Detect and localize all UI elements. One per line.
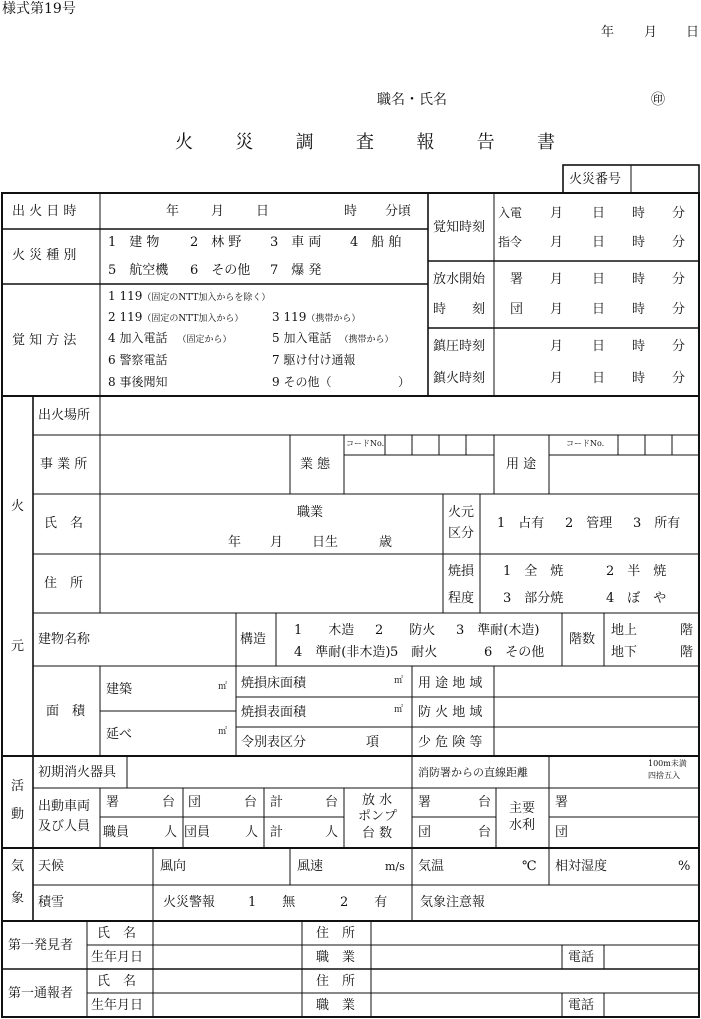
total-persons-label: 計 — [270, 825, 284, 840]
water-source-label-2: 水利 — [509, 818, 536, 833]
hazard-label: 少 危 険 等 — [418, 735, 483, 750]
official-title-name-label: 職名・氏名 — [377, 92, 447, 108]
station-vehicles-label: 署 — [106, 795, 120, 810]
office-label: 事 業 所 — [40, 457, 88, 472]
dispatch-label-2: 及び人員 — [38, 819, 91, 834]
pump-count-label-2: ポンプ — [358, 809, 398, 824]
reporter-address-field[interactable] — [372, 970, 698, 992]
detection-method-label: 覚 知 方 法 — [12, 333, 77, 348]
temperature-label: 気温 — [418, 859, 445, 874]
dispatch-order-label: 指令 — [498, 235, 523, 249]
reporter-birth-label: 生年月日 — [91, 998, 144, 1013]
occurrence-label: 出 火 日 時 — [12, 204, 77, 219]
weather-side-label: 気 — [11, 859, 25, 874]
brigade-vehicles-label: 団 — [188, 795, 202, 810]
time-minute: 分 — [672, 206, 686, 221]
reporter-occupation-label: 職 業 — [316, 998, 356, 1013]
time-day: 日 — [592, 302, 606, 317]
time-hour: 時 — [632, 272, 646, 287]
discoverer-address-label: 住 所 — [316, 926, 356, 941]
brigade-label: 団 — [510, 302, 524, 317]
fire-type-option[interactable]: 3 車 両 — [270, 235, 322, 250]
time-hour: 時 — [632, 235, 646, 250]
origin-category-label: 火元 — [448, 505, 475, 520]
birth-year: 年 — [228, 535, 242, 550]
occupation-label: 職業 — [297, 505, 324, 520]
reporter-phone-label: 電話 — [568, 998, 595, 1013]
fire-number-label: 火災番号 — [569, 172, 622, 187]
ownership-option[interactable]: 3 所有 — [633, 516, 681, 531]
time-month: 月 — [550, 235, 564, 250]
time-day: 日 — [592, 206, 606, 221]
person-unit: 人 — [164, 825, 178, 840]
vehicle-unit: 台 — [244, 795, 258, 810]
sqm-unit: ㎡ — [218, 727, 228, 737]
vehicle-unit: 台 — [478, 795, 492, 810]
birth-month: 月 — [270, 535, 284, 550]
discoverer-birth-label: 生年月日 — [91, 950, 144, 965]
structure-option[interactable]: 3 準耐(木造) — [456, 623, 540, 638]
origin-side-label: 元 — [11, 639, 25, 654]
discoverer-name-field[interactable] — [154, 922, 301, 944]
ordinance-class-label: 令別表区分 — [241, 735, 307, 750]
detection-option-note: （固定のNTT加入からを除く） — [142, 293, 271, 303]
ownership-option[interactable]: 1 占有 — [497, 516, 545, 531]
damage-label: 焼損 — [448, 564, 475, 579]
ownership-option[interactable]: 2 管理 — [565, 516, 613, 531]
title-char: 告 — [476, 132, 495, 153]
time-minute: 分 — [672, 235, 686, 250]
occurrence-month: 月 — [211, 204, 225, 219]
origin-category-label-2: 区分 — [448, 526, 475, 541]
time-month: 月 — [550, 302, 564, 317]
title-char: 書 — [536, 132, 555, 153]
percent-unit: % — [678, 859, 691, 874]
damage-option[interactable]: 2 半 焼 — [606, 564, 667, 579]
discoverer-phone-label: 電話 — [568, 950, 595, 965]
total-vehicles-label: 計 — [270, 795, 284, 810]
discoverer-occupation-label: 職 業 — [316, 950, 356, 965]
age-unit: 歳 — [379, 535, 393, 550]
occurrence-day: 日 — [256, 204, 270, 219]
time-day: 日 — [592, 339, 606, 354]
time-day: 日 — [592, 272, 606, 287]
date-year-unit: 年 — [601, 25, 615, 40]
distance-note-2: 四捨五入 — [648, 771, 680, 780]
pump-count-label-3: 台 数 — [362, 826, 393, 841]
weather-side-label: 象 — [11, 891, 25, 906]
distance-note: 100m未満 — [648, 759, 687, 768]
detection-option-note: （固定から） — [177, 335, 232, 345]
wind-direction-label: 風向 — [160, 859, 187, 874]
time-minute: 分 — [672, 339, 686, 354]
fire-type-option[interactable]: 5 航空機 — [108, 263, 169, 278]
fire-number-field[interactable] — [632, 166, 698, 192]
detection-option[interactable] — [108, 332, 231, 345]
time-hour: 時 — [632, 206, 646, 221]
detection-option[interactable]: 7 駆け付け通報 — [272, 353, 356, 367]
ordinance-item-unit: 項 — [366, 735, 380, 750]
brigade-members-label: 団員 — [184, 825, 211, 840]
page-title — [175, 134, 555, 152]
time-hour: 時 — [632, 371, 646, 386]
vehicle-unit: 台 — [162, 795, 176, 810]
water-brigade-label: 団 — [555, 825, 569, 840]
office-field[interactable] — [101, 436, 289, 493]
fire-alarm-label: 火災警報 — [163, 895, 216, 910]
detection-option[interactable] — [272, 311, 360, 324]
fire-place-field[interactable] — [101, 397, 698, 434]
person-unit: 人 — [325, 825, 339, 840]
first-reporter-label: 第一通報者 — [8, 986, 74, 1001]
time-minute: 分 — [672, 371, 686, 386]
burned-floor-area-label: 焼損床面積 — [241, 676, 307, 691]
damage-label-2: 程度 — [448, 591, 475, 606]
name-label: 氏 名 — [44, 516, 84, 531]
detection-option-other[interactable]: 9 その他（ — [272, 375, 332, 389]
title-char: 災 — [235, 132, 254, 153]
initial-extinguisher-field[interactable] — [128, 757, 411, 787]
occurrence-year: 年 — [166, 204, 180, 219]
structure-label: 構造 — [240, 632, 267, 647]
activity-side-label: 活 — [11, 779, 25, 794]
detection-option-note: （携帯から） — [306, 314, 361, 324]
detection-option-text: 5 加入電話 — [272, 331, 332, 345]
discoverer-name-label: 氏 名 — [97, 926, 137, 941]
structure-option[interactable]: 4 準耐(非木造) — [294, 645, 391, 660]
sqm-unit: ㎡ — [394, 705, 404, 715]
detection-option-text: 3 119 — [272, 310, 307, 324]
structure-option[interactable]: 5 耐火 — [390, 645, 438, 660]
detection-option-other-close: ） — [398, 375, 411, 389]
form-number: 様式第19号 — [2, 1, 76, 17]
building-name-field[interactable] — [101, 614, 235, 665]
occurrence-field[interactable] — [101, 194, 427, 228]
reporter-name-label: 氏 名 — [97, 974, 137, 989]
damage-option[interactable]: 4 ぼ や — [606, 591, 667, 606]
detection-option-text: 4 加入電話 — [108, 331, 168, 345]
structure-option[interactable]: 6 その他 — [484, 645, 545, 660]
station-label: 署 — [510, 272, 524, 287]
water-source-label: 主要 — [509, 801, 536, 816]
occurrence-hour: 時 — [344, 204, 358, 219]
time-month: 月 — [550, 371, 564, 386]
weather-advisory-label: 気象注意報 — [420, 895, 486, 910]
detect-time-label: 覚知時刻 — [433, 220, 486, 235]
time-month: 月 — [550, 206, 564, 221]
water-station-label: 署 — [555, 795, 569, 810]
time-month: 月 — [550, 272, 564, 287]
date-day-unit: 日 — [686, 25, 700, 40]
pump-station-label: 署 — [418, 795, 432, 810]
fire-type-option[interactable]: 6 その他 — [190, 263, 251, 278]
floor-unit: 階 — [680, 623, 694, 638]
time-day: 日 — [592, 371, 606, 386]
floor-unit: 階 — [680, 645, 694, 660]
detection-option-text: 2 119 — [108, 310, 143, 324]
detection-option[interactable]: 6 警察電話 — [108, 353, 168, 367]
sky-label: 天候 — [38, 859, 65, 874]
discharge-start-label: 放水開始 — [433, 272, 486, 287]
suppression-time-label: 鎮圧時刻 — [433, 339, 486, 354]
vehicle-unit: 台 — [478, 825, 492, 840]
total-floor-area-label: 延べ — [106, 727, 133, 742]
zone-use-label: 用 途 地 域 — [418, 676, 483, 691]
discoverer-address-field[interactable] — [372, 922, 698, 944]
wind-speed-unit: m/s — [385, 860, 405, 873]
detection-option[interactable] — [108, 311, 243, 324]
address-label: 住 所 — [44, 576, 84, 591]
celsius-unit: ℃ — [522, 859, 537, 874]
time-hour: 時 — [632, 339, 646, 354]
title-char: 査 — [355, 132, 374, 153]
use-code-label: コードNo. — [566, 439, 605, 448]
structure-option[interactable]: 1 木造 — [294, 623, 355, 638]
detection-option-note: （固定のNTT加入から） — [142, 314, 244, 324]
area-label: 面 積 — [46, 704, 86, 719]
business-code-label: コードNo. — [346, 439, 385, 448]
time-month: 月 — [550, 339, 564, 354]
title-char: 報 — [416, 132, 435, 153]
wind-speed-label: 風速 — [297, 859, 324, 874]
sqm-unit: ㎡ — [394, 676, 404, 686]
discharge-start-label-2: 時 刻 — [433, 302, 486, 317]
address-field[interactable] — [101, 555, 442, 612]
seal-icon: ㊞ — [651, 92, 665, 108]
building-name-label: 建物名称 — [38, 632, 91, 647]
fire-alarm-option[interactable]: 1 無 — [248, 895, 296, 910]
station-distance-label: 消防署からの直線距離 — [418, 766, 528, 779]
title-char: 火 — [175, 132, 193, 153]
fire-type-option[interactable]: 7 爆 発 — [270, 263, 322, 278]
snow-label: 積雪 — [38, 895, 65, 910]
floors-below-label: 地下 — [611, 645, 638, 660]
damage-option[interactable]: 1 全 焼 — [503, 564, 564, 579]
building-area-label: 建築 — [106, 682, 133, 697]
fire-type-option[interactable]: 1 建 物 — [108, 235, 160, 250]
time-hour: 時 — [632, 302, 646, 317]
detection-option-text: 1 119 — [108, 289, 143, 303]
burned-surface-area-label: 焼損表面積 — [241, 705, 307, 720]
detection-option[interactable]: 8 事後聞知 — [108, 375, 168, 389]
time-minute: 分 — [672, 272, 686, 287]
detection-option[interactable] — [272, 332, 393, 345]
person-unit: 人 — [245, 825, 259, 840]
time-minute: 分 — [672, 302, 686, 317]
floors-label: 階数 — [569, 632, 596, 647]
pump-count-label: 放 水 — [362, 793, 393, 808]
reporter-address-label: 住 所 — [316, 974, 356, 989]
detection-option[interactable] — [108, 290, 270, 303]
extinguish-time-label: 鎮火時刻 — [433, 371, 486, 386]
origin-side-label: 火 — [11, 499, 25, 514]
vehicle-unit: 台 — [325, 795, 339, 810]
fire-type-option[interactable]: 2 林 野 — [190, 235, 242, 250]
title-char: 調 — [295, 132, 314, 153]
fire-type-option[interactable]: 4 船 舶 — [350, 235, 402, 250]
pump-brigade-label: 団 — [418, 825, 432, 840]
first-discoverer-label: 第一発見者 — [8, 938, 74, 953]
time-day: 日 — [592, 235, 606, 250]
floors-above-label: 地上 — [611, 623, 638, 638]
fire-place-label: 出火場所 — [38, 408, 91, 423]
reporter-name-field[interactable] — [154, 970, 301, 992]
fire-zone-label: 防 火 地 域 — [418, 705, 483, 720]
activity-side-label: 動 — [11, 807, 25, 822]
fire-type-label: 火 災 種 別 — [12, 248, 77, 263]
staff-label: 職員 — [103, 825, 130, 840]
dispatch-label: 出動車両 — [38, 799, 91, 814]
occurrence-minute: 分頃 — [385, 204, 412, 219]
fire-alarm-option[interactable]: 2 有 — [340, 895, 388, 910]
date-month-unit: 月 — [644, 25, 658, 40]
detection-option-note: （携帯から） — [339, 335, 394, 345]
use-label: 用 途 — [506, 457, 537, 472]
humidity-label: 相対湿度 — [555, 859, 608, 874]
business-type-label: 業 態 — [300, 457, 331, 472]
damage-option[interactable]: 3 部分焼 — [503, 591, 564, 606]
call-received-label: 入電 — [498, 206, 523, 220]
sqm-unit: ㎡ — [218, 682, 228, 692]
birth-day: 日生 — [312, 535, 339, 550]
initial-extinguisher-label: 初期消火器具 — [38, 765, 117, 780]
structure-option[interactable]: 2 防火 — [375, 623, 436, 638]
